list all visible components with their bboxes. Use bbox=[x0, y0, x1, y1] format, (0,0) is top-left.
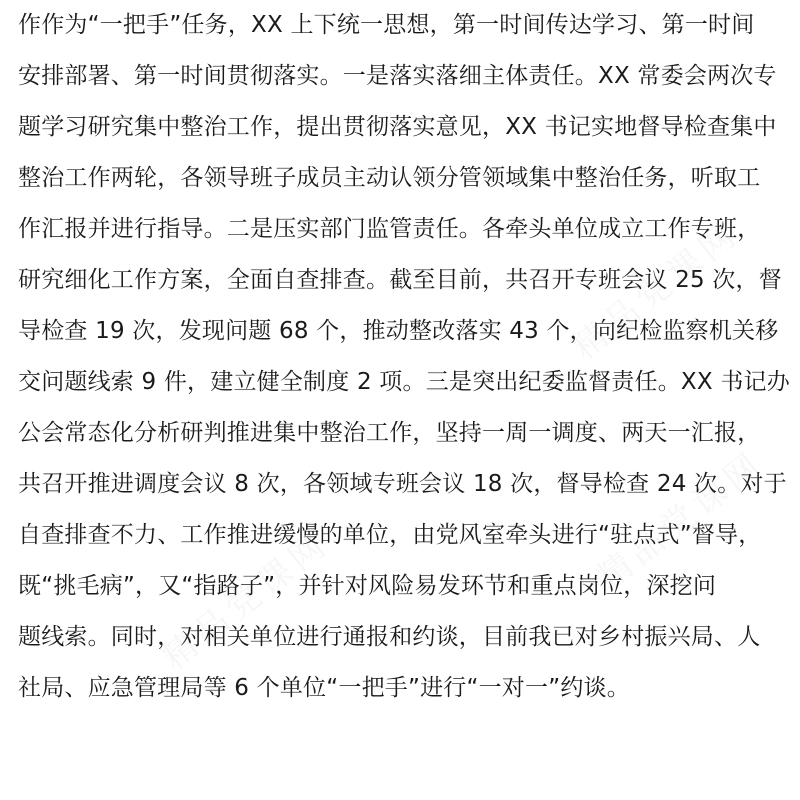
text-line-7: 导检查 19 次，发现问题 68 个，推动整改落实 43 个，向纪检监察机关移 bbox=[18, 318, 779, 344]
text-line-1: 作作为“一把手”任务，XX 上下统一思想，第一时间传达学习、第一时间 bbox=[18, 12, 755, 38]
text-line-5: 作汇报并进行指导。二是压实部门监管责任。各牵头单位成立工作专班， bbox=[18, 216, 761, 242]
text-line-14: 社局、应急管理局等 6 个单位“一把手”进行“一对一”约谈。 bbox=[18, 675, 630, 701]
watermark-text: 精品党课网 bbox=[154, 523, 338, 678]
text-line-10: 共召开推进调度会议 8 次，各领域专班会议 18 次，督导检查 24 次。对于 bbox=[18, 471, 787, 497]
text-line-9: 公会常态化分析研判推进集中整治工作，坚持一周一调度、两天一汇报， bbox=[18, 420, 761, 446]
text-line-12: 既“挑毛病”，又“指路子”，并针对风险易发环节和重点岗位，深挖问 bbox=[18, 573, 717, 599]
text-line-8: 交问题线索 9 件，建立健全制度 2 项。三是突出纪委监督责任。XX 书记办 bbox=[18, 369, 790, 395]
text-line-2: 安排部署、第一时间贯彻落实。一是落实落细主体责任。XX 常委会两次专 bbox=[18, 63, 777, 89]
text-line-3: 题学习研究集中整治工作，提出贯彻落实意见，XX 书记实地督导检查集中 bbox=[18, 114, 777, 140]
document-body bbox=[18, 0, 798, 714]
text-line-13: 题线索。同时，对相关单位进行通报和约谈，目前我已对乡村振兴局、人 bbox=[18, 624, 761, 650]
watermark-text: 精品党课网 bbox=[564, 213, 748, 368]
text-line-6: 研究细化工作方案，全面自查排查。截至目前，共召开专班会议 25 次，督 bbox=[18, 267, 782, 293]
text-line-4: 整治工作两轮，各领导班子成员主动认领分管领域集中整治任务，听取工 bbox=[18, 165, 761, 191]
watermark-text: 精品党课网 bbox=[589, 443, 773, 598]
text-line-11: 自查排查不力、工作推进缓慢的单位，由党风室牵头进行“驻点式”督导， bbox=[18, 522, 762, 548]
